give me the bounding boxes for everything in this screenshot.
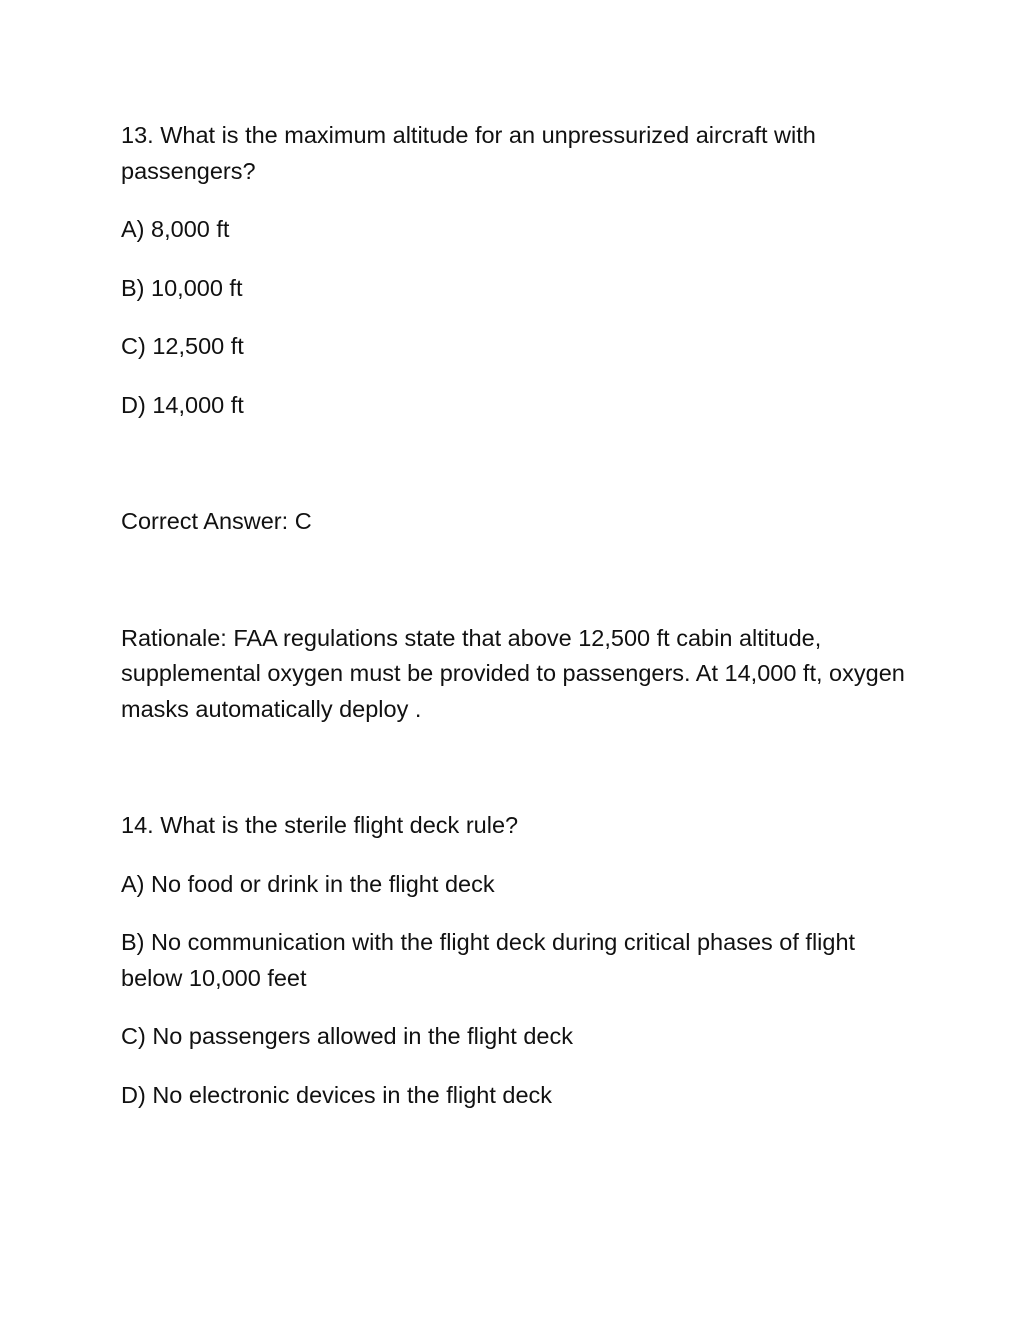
question-14-option-c: C) No passengers allowed in the flight deck	[121, 1023, 573, 1049]
question-13-prompt: 13. What is the maximum altitude for an unpressurized aircraft with passengers?	[121, 122, 816, 184]
question-13-option-c: C) 12,500 ft	[121, 333, 244, 359]
question-13-option-b: B) 10,000 ft	[121, 274, 243, 301]
document-page	[121, 118, 911, 1113]
question-14-option-b: B) No communication with the flight deck during critical phases of flight below 10,000 feet	[121, 929, 856, 991]
question-14-option-d: D) No electronic devices in the flight deck	[121, 1081, 553, 1108]
question-13-option-a: A) 8,000 ft	[121, 216, 230, 242]
question-14-prompt: 14. What is the sterile flight deck rule?	[121, 812, 519, 838]
question-14-option-a: A) No food or drink in the flight deck	[121, 870, 495, 897]
question-13-correct-answer: Correct Answer: C	[121, 508, 312, 534]
question-13-option-d: D) 14,000 ft	[121, 391, 244, 418]
question-13-rationale: Rationale: FAA regulations state that above 12,500 ft cabin altitude, supplemental oxygen must be provided to passengers. At 14,000 ft, oxygen masks automatically deploy .	[121, 624, 905, 722]
